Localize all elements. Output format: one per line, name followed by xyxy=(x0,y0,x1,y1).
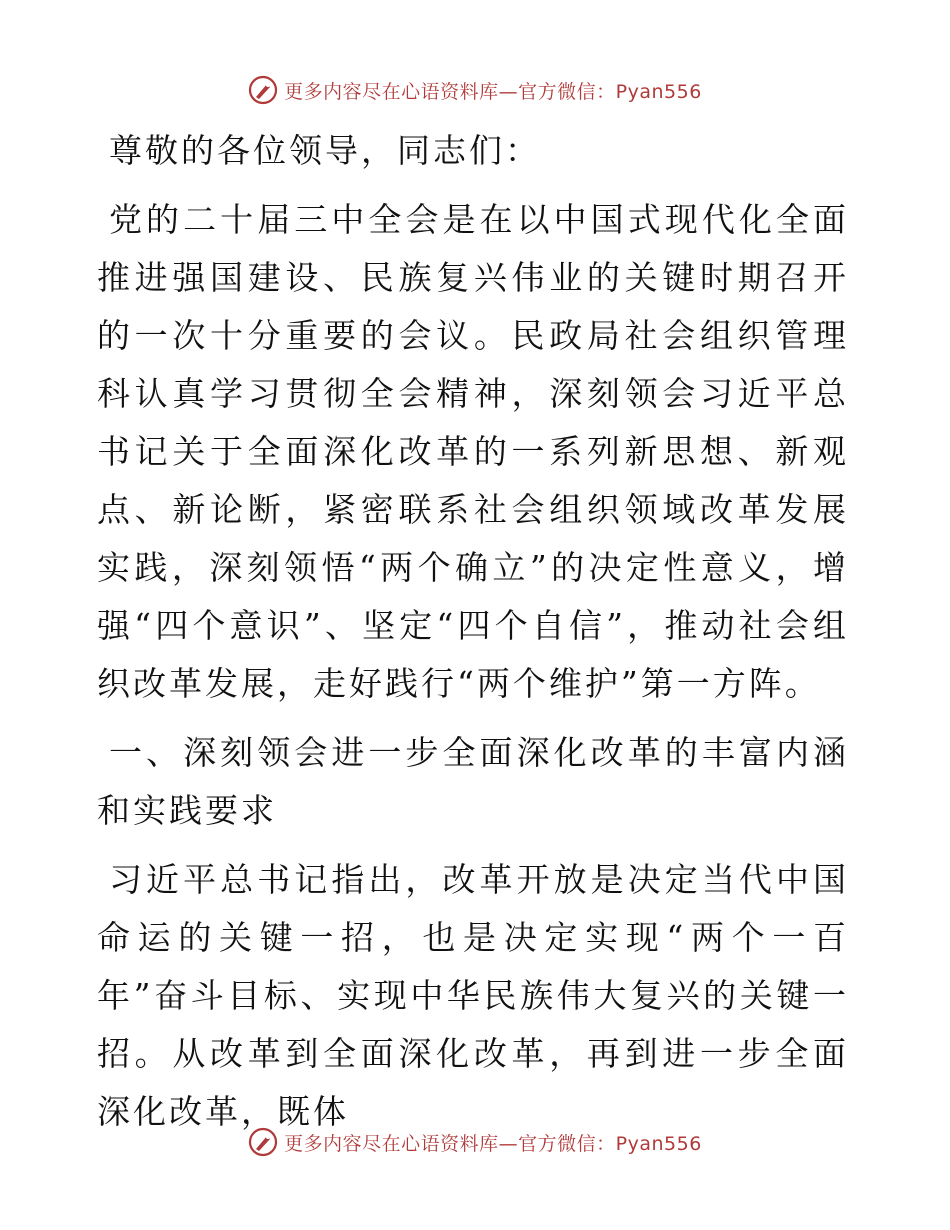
section-heading-1: 一、深刻领会进一步全面深化改革的丰富内涵和实践要求 xyxy=(97,733,849,830)
salutation: 尊敬的各位领导，同志们： xyxy=(109,131,541,170)
pen-nib-logo-icon xyxy=(248,1127,278,1157)
footer-banner xyxy=(0,1122,950,1162)
footer-banner-text: 更多内容尽在心语资料库—官方微信：Pyan556 xyxy=(284,1132,702,1155)
paragraph-2: 习近平总书记指出，改革开放是决定当代中国命运的关键一招，也是决定实现“两个一百年”奋斗目标、实现中华民族伟大复兴的关键一招。从改革到全面深化改革，再到进一步全面深化改革，既体 xyxy=(97,860,849,1131)
document-body xyxy=(97,122,849,1152)
header-banner-text: 更多内容尽在心语资料库—官方微信：Pyan556 xyxy=(284,80,702,103)
paragraph-1: 党的二十届三中全会是在以中国式现代化全面推进强国建设、民族复兴伟业的关键时期召开的一次十分重要的会议。民政局社会组织管理科认真学习贯彻全会精神，深刻领会习近平总书记关于全面深化改革的一系列新思想、新观点、新论断，紧密联系社会组织领域改革发展实践，深刻领悟“两个确立”的决定性意义，增强“四个意识”、坚定“四个自信”，推动社会组织改革发展，走好践行“两个维护”第一方阵。 xyxy=(97,200,849,703)
pen-nib-logo-icon xyxy=(248,75,278,105)
header-banner xyxy=(0,70,950,110)
